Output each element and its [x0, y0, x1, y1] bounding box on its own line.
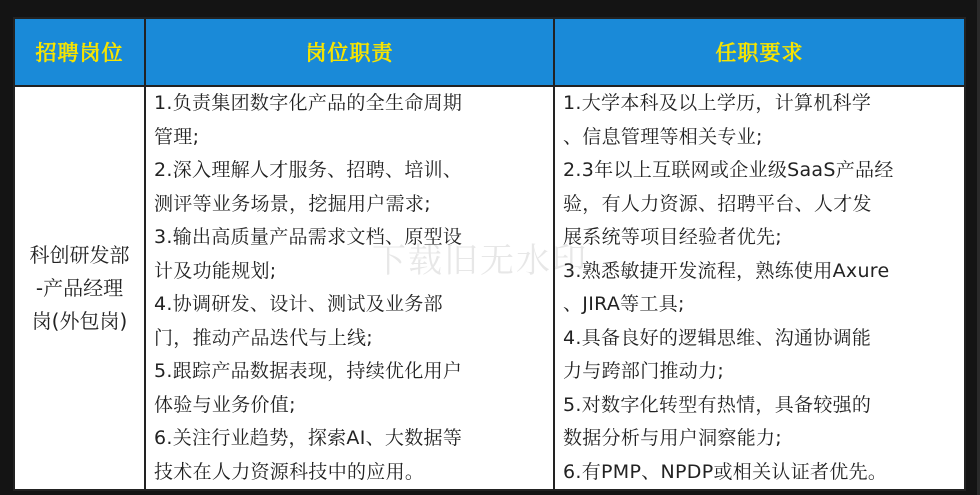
duty-line: 1.负责集团数字化产品的全生命周期	[154, 92, 463, 114]
duty-line: 4.协调研发、设计、测试及业务部	[154, 293, 443, 315]
duties-cell	[145, 86, 554, 490]
duty-line: 5.跟踪产品数据表现，持续优化用户	[154, 360, 463, 382]
requirement-line: 展系统等项目经验者优先;	[563, 226, 783, 248]
duty-line: 管理;	[154, 125, 200, 148]
requirement-line: 、信息管理等相关专业;	[563, 125, 763, 148]
requirement-line: 6.有PMP、NPDP或相关认证者优先。	[563, 460, 888, 483]
requirement-line: 力与跨部门推动力;	[563, 360, 725, 382]
duty-line: 门，推动产品迭代与上线;	[154, 326, 374, 349]
header-position: 招聘岗位	[14, 18, 145, 86]
requirement-line: 5.对数字化转型有热情，具备较强的	[563, 393, 872, 416]
requirement-line: 3.熟悉敏捷开发流程，熟练使用Axure	[563, 259, 890, 282]
duty-line: 3.输出高质量产品需求文档、原型设	[154, 226, 463, 248]
duty-line: 6.关注行业趋势，探索AI、大数据等	[154, 427, 463, 449]
header-duties: 岗位职责	[145, 18, 554, 86]
duty-line: 测评等业务场景，挖掘用户需求;	[154, 192, 431, 215]
requirements-cell	[554, 86, 965, 490]
duty-line: 计及功能规划;	[154, 259, 277, 282]
requirement-line: 2.3年以上互联网或企业级SaaS产品经	[563, 159, 894, 181]
table-row	[14, 86, 965, 490]
duty-line: 技术在人力资源科技中的应用。	[154, 460, 425, 483]
requirement-line: 1.大学本科及以上学历，计算机科学	[563, 92, 872, 114]
header-row	[14, 18, 965, 86]
requirement-line: 验，有人力资源、招聘平台、人才发	[563, 192, 872, 215]
position-cell	[14, 86, 145, 490]
job-posting-table	[13, 17, 966, 491]
requirement-line: 数据分析与用户洞察能力;	[563, 427, 783, 449]
requirement-line: 4.具备良好的逻辑思维、沟通协调能	[563, 326, 872, 349]
position-line: 岗(外包岗)	[31, 308, 128, 333]
position-line: 科创研发部	[29, 242, 130, 267]
position-line: -产品经理	[35, 275, 124, 300]
duty-line: 体验与业务价值;	[154, 393, 296, 416]
duty-line: 2.深入理解人才服务、招聘、培训、	[154, 159, 463, 181]
requirement-line: 、JIRA等工具;	[563, 293, 685, 315]
header-requirements: 任职要求	[554, 18, 965, 86]
